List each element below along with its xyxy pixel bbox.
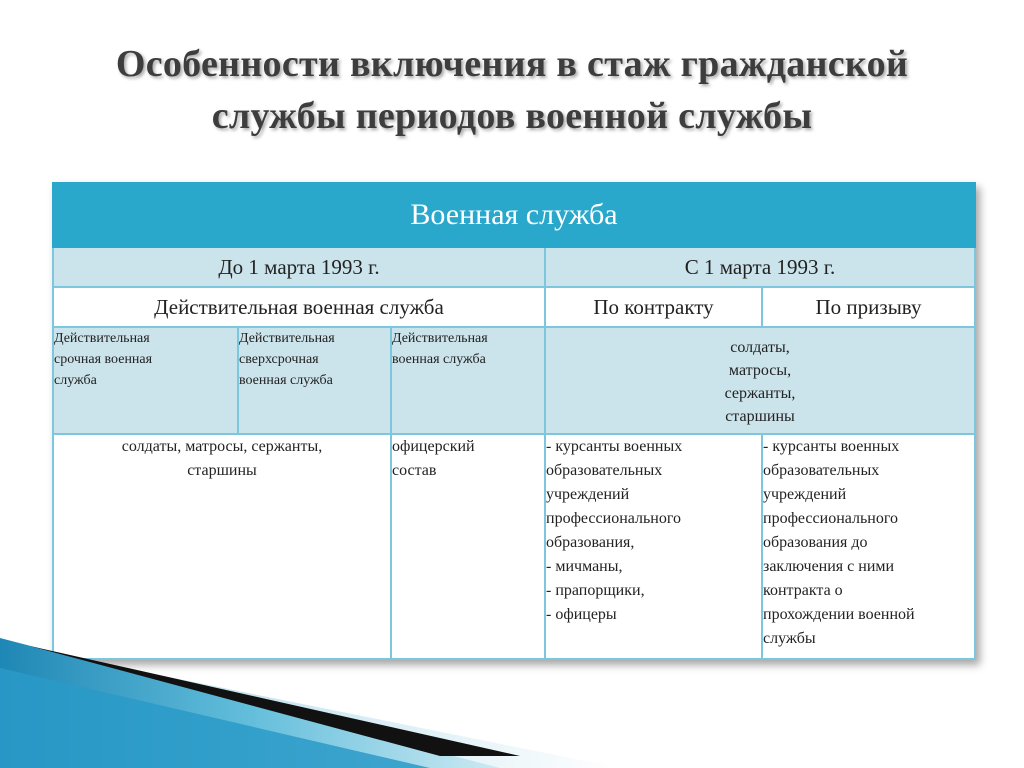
ranks-after-1993 — [545, 327, 975, 434]
subtype-extended-active-text: Действительная сверхсрочная военная служба — [239, 331, 335, 388]
slide-title-line-1: Особенности включения в стаж гражданской — [115, 43, 909, 85]
subtype-extended-active — [238, 327, 391, 434]
kind-active-service: Действительная военная служба — [53, 287, 545, 327]
period-after-1993: С 1 марта 1993 г. — [545, 247, 975, 287]
table-header: Военная служба — [53, 183, 975, 247]
ranks-after-1993-text: солдаты, матросы, сержанты, старшины — [724, 339, 796, 425]
corner-decoration — [0, 638, 620, 768]
subtype-conscript-active-text: Действительная срочная военная служба — [54, 331, 153, 388]
contract-list-text: - курсанты военных образовательных учреждений профессионального образования, - мичманы, - прапорщики, - офицеры — [546, 438, 683, 623]
ranks-before-1993-text: солдаты, матросы, сержанты, старшины — [121, 438, 323, 479]
kind-contract: По контракту — [545, 287, 762, 327]
period-before-1993: До 1 марта 1993 г. — [53, 247, 545, 287]
contract-list-cell — [545, 434, 762, 659]
ranks-before-1993 — [53, 434, 391, 659]
kind-conscription: По призыву — [762, 287, 975, 327]
military-service-table — [52, 182, 976, 660]
slide-title — [40, 38, 984, 142]
subtype-active-service — [391, 327, 545, 434]
subtype-conscript-active — [53, 327, 238, 434]
officers-text: офицерский состав — [392, 438, 475, 479]
officers-cell — [391, 434, 545, 659]
conscription-list-cell — [762, 434, 975, 659]
conscription-list-text: - курсанты военных образовательных учреждений профессионального образования до заключения с ними контракта о прохождении военной службы — [763, 438, 915, 647]
subtype-active-service-text: Действительная военная служба — [392, 331, 488, 367]
slide-title-line-2: службы периодов военной службы — [211, 95, 813, 137]
